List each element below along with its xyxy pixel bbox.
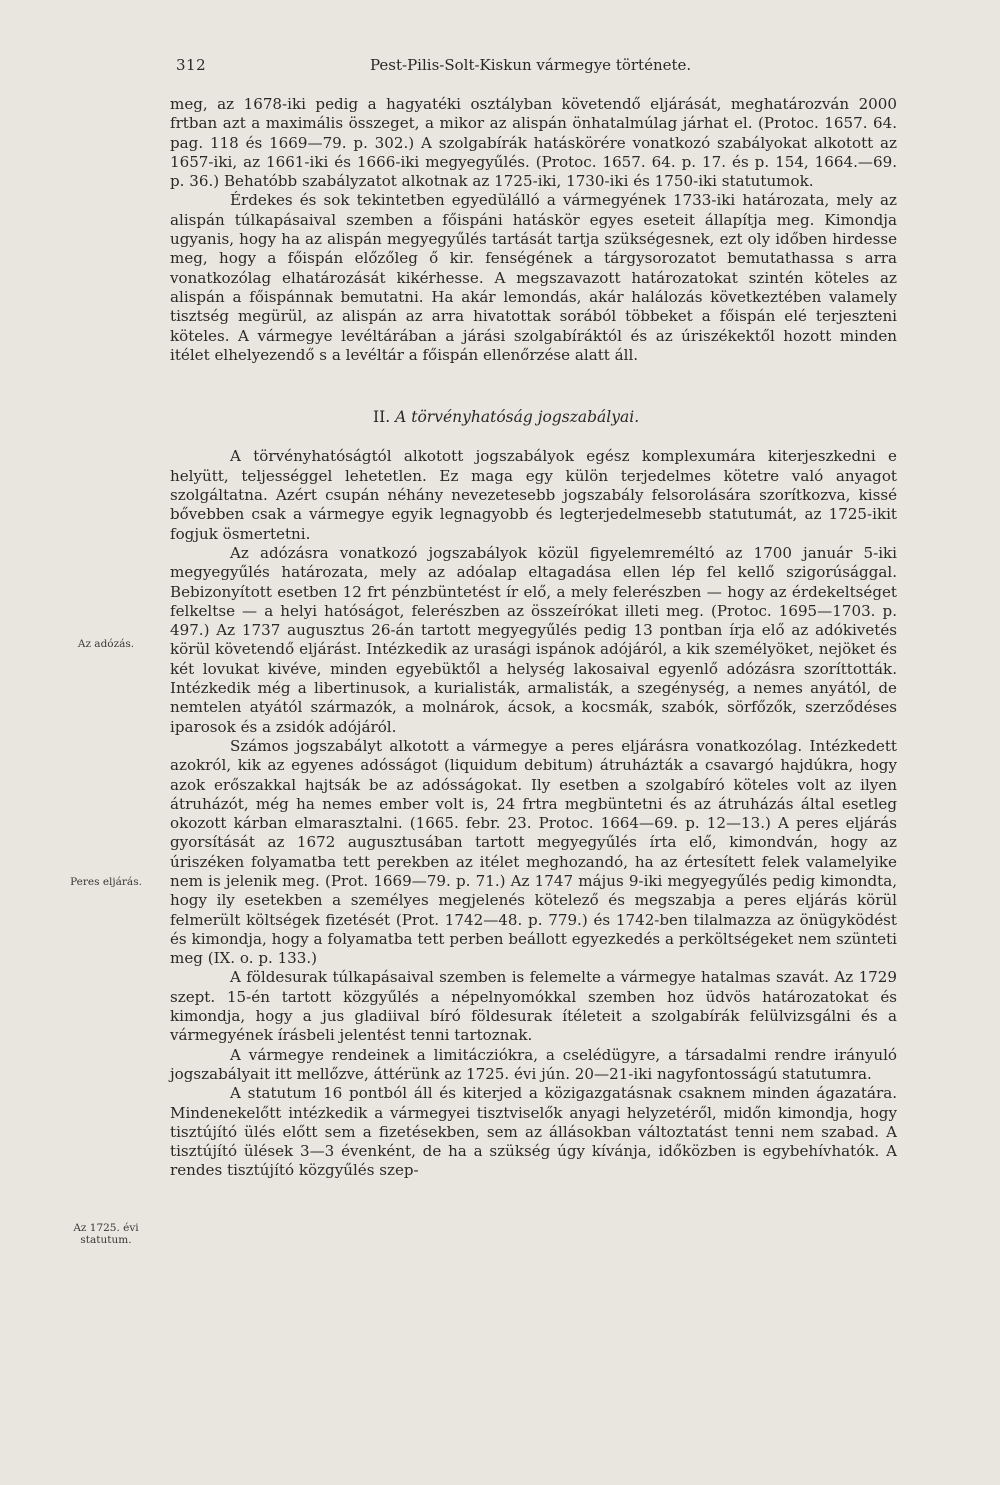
paragraph: Számos jogszabályt alkotott a vármegye a peres eljárásra vonatkozólag. Intézkedett azokról, kik az egyenes adósságot (liquidum debitum) átruházták a csavargó hajdúkra, hogy azok erőszakkal hajtsák be az adósságokat. Ily esetben a szolgabíró köteles volt az ilyen átruházót, még ha nemes ember volt is, 24 frtra megbüntetni és az átruházás által esetleg okozott kárban elmarasztalni. (1665. febr. 23. Protoc. 1664—69. p. 12—13.) A peres eljárás gyorsítását az 1672 augusztusában tartott megyegyűlés írta elő, kimondván, hogy az úriszéken folyamatba tett perekben az itélet meghozandó, ha az értesített felek valamelyike nem is jelenik meg. (Prot. 1669—79. p. 71.) Az 1747 május 9-iki megyegyűlés pedig kimondta, hogy ily esetekben a személyes megjelenés kötelező és megszabja a peres eljárás körül felmerült költségek fizetését (Prot. 1742—48. p. 779.) és 1742-ben tilalmazza az önügyködést és kimondja, hogy a folyamatba tett perben beállott egyezkedés a perköltségeket nem szünteti meg (IX. o. p. 133.) [170, 736, 897, 968]
page-header [170, 56, 900, 82]
margin-note-peres: Peres eljárás. [70, 876, 142, 888]
section-heading [373, 408, 897, 427]
running-title: Pest-Pilis-Solt-Kiskun vármegye története. [370, 56, 692, 74]
page-number: 312 [176, 56, 207, 74]
margin-note-adozas: Az adózás. [77, 638, 135, 650]
paragraph: Érdekes és sok tekintetben egyedülálló a vármegyének 1733-iki határozata, mely az alispán túlkapásaival szemben a főispáni hatáskör egyes eseteit állapítja meg. Kimondja ugyanis, hogy ha az alispán megyegyűlés tartását tartja szükségesnek, ezt oly időben hirdesse meg, hogy a főispán előzőleg ő kir. fenségének a tárgysorozatot bemutathassa s arra vonatkozólag elhatározását kikérhesse. A megszavazott határozatokat szintén köteles az alispán a főispánnak bemutatni. Ha akár lemondás, akár halálozás következtében valamely tisztség megürül, az alispán az arra hivatottak sorából többeket a főispán elé terjeszteni köteles. A vármegye levéltárában a járási szolgabíráktól és az úriszékektől hozott minden itélet elhelyezendő s a levéltár a főispán ellenőrzése alatt áll. [170, 191, 897, 364]
section-number: II. [373, 408, 391, 427]
paragraph: A vármegye rendeinek a limitácziókra, a cselédügyre, a társadalmi rendre irányuló jogszabályait itt mellőzve, áttérünk az 1725. évi jún. 20—21-iki nagyfontosságú statutumra. [170, 1045, 897, 1083]
paragraph: meg, az 1678-iki pedig a hagyatéki osztályban követendő eljárását, meghatározván 2000 frtban azt a maximális összeget, a mikor az alispán önhatalmúlag járhat el. (Protoc. 1657. 64. pag. 118 és 1669—79. p. 302.) A szolgabírák hatáskörére vonatkozó szabályokat alkotott az 1657-iki, az 1661-iki és 1666-iki megyegyűlés. (Protoc. 1657. 64. p. 17. és p. 154, 1664.—69. p. 36.) Behatóbb szabályzatot alkotnak az 1725-iki, 1730-iki és 1750-iki statutumok. [170, 95, 897, 191]
margin-note-statutum: Az 1725. évi statutum. [73, 1222, 139, 1246]
paragraph: Az adózásra vonatkozó jogszabályok közül figyelemreméltó az 1700 január 5-iki megyegyűlés határozata, mely az adóalap eltagadása ellen lép fel kellő szigorúsággal. Bebizonyított esetben 12 frt pénzbüntetést ír elő, a mely felerészben — hogy az érdekeltséget felkeltse — a helyi hatóságot, felerészben az összeírókat illeti meg. (Protoc. 1695—1703. p. 497.) Az 1737 augusztus 26-án tartott megyegyűlés pedig 13 pontban írja elő az adókivetés körül követendő eljárást. Intézkedik az urasági ispánok adójáról, a kik személyöket, nejöket és két lovukat kivéve, minden egyebüktől a helység lakosaival egyenlő adózásra szoríttották. Intézkedik még a libertinusok, a kurialisták, armalisták, a szegénység, a nemes anyától, de nemtelen atyától származók, a molnárok, ácsok, a kocsmák, szabók, sörfőzők, szerződéses iparosok és a zsidók adójáról. [170, 543, 897, 736]
section-title: A törvényhatóság jogszabályai. [395, 408, 640, 427]
paragraph: A földesurak túlkapásaival szemben is felemelte a vármegye hatalmas szavát. Az 1729 szept. 15-én tartott közgyűlés a népelnyomókkal szemben hoz üdvös határozatokat és kimondja, hogy a jus gladiival bíró földesurak ítéleteit a szolgabírák felülvizsgálni és a vármegyének írásbeli jelentést tenni tartoznak. [170, 968, 897, 1045]
main-text [170, 95, 897, 1181]
paragraph: A statutum 16 pontból áll és kiterjed a közigazgatásnak csaknem minden ágazatára. Mindenekelőtt intézkedik a vármegyei tisztviselők anyagi helyzetéről, midőn kimondja, hogy tisztújító ülés előtt sem a fizetésekben, sem az állásokban változtatást tenni nem szabad. A tisztújító ülések 3—3 évenként, de ha a szükség úgy kívánja, időközben is egybehívhatók. A rendes tisztújító közgyűlés szep- [170, 1084, 897, 1180]
paragraph: A törvényhatóságtól alkotott jogszabályok egész komplexumára kiterjeszkedni e helyütt, teljességgel lehetetlen. Ez maga egy külön terjedelmes kötetre való anyagot szolgáltatna. Azért csupán néhány nevezetesebb jogszabály felsorolására szorítkozva, kissé bővebben csak a vármegye egyik legnagyobb és legterjedelmesebb statutumát, az 1725-ikit fogjuk ösmertetni. [170, 447, 897, 543]
